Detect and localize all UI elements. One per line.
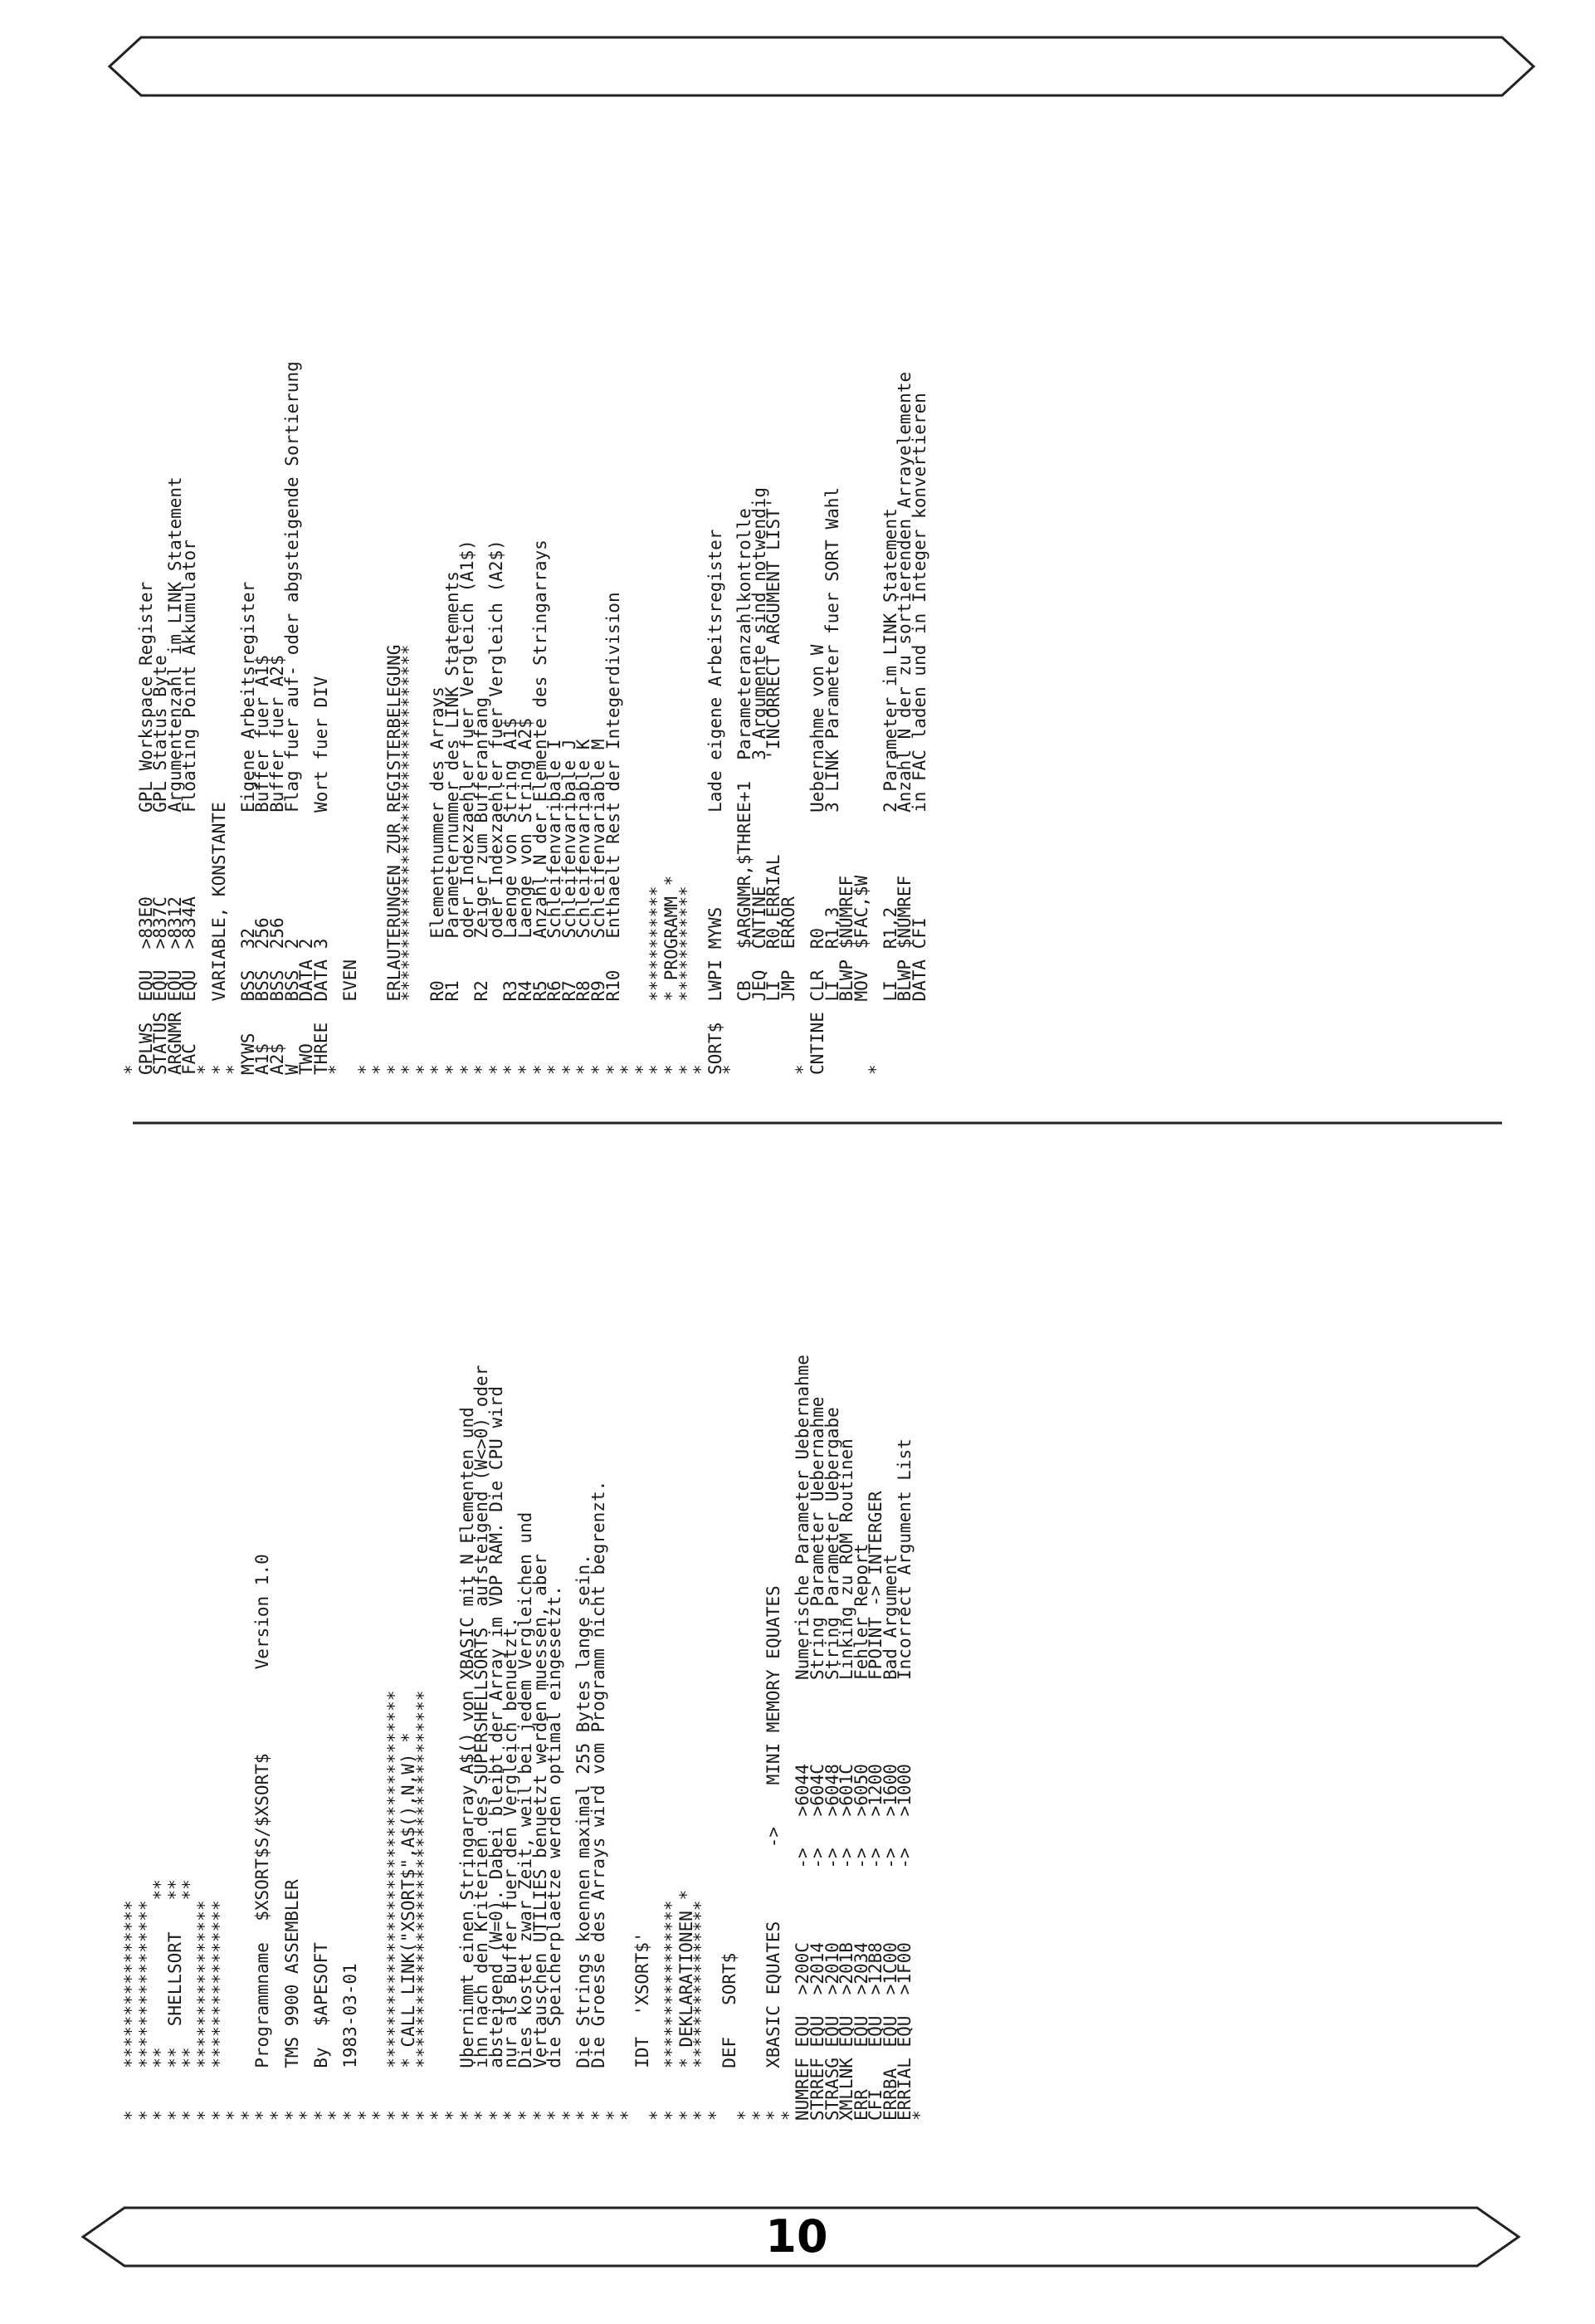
listing-line: LI R1,2 2 Parameter im LINK Statement [880, 508, 900, 1075]
listing-line: * [705, 2110, 725, 2121]
listing-line: * XBASIC EQUATES -> MINI MEMORY EQUATES [763, 1585, 784, 2121]
listing-line: ERRBA EQU >1C00 -> >1600 Bad Argument [880, 1554, 900, 2121]
listing-line: * * CALL LINK("XSORT$",A$(),N,W) * [398, 1732, 419, 2121]
listing-line: * [223, 2110, 244, 2121]
listing-line: * [910, 2110, 930, 2121]
listing-line: * R9 Schleifenvariable M [588, 739, 608, 1075]
listing-line: * 1983-03-01 [339, 1963, 360, 2121]
listing-line: FAC EQU >834A Floating Point Akkumulator [179, 540, 200, 1075]
listing-line: * R7 Schleifenvaribale J [558, 739, 579, 1075]
listing-line: * Die Groesse des Arrays wird vom Programm nicht begrenzt. [588, 1480, 608, 2121]
listing-line: * [632, 1064, 652, 1075]
listing-line: STRREF EQU >2014 -> >604C String Parameter Uebernahme [807, 1396, 827, 2121]
listing-line: * ** ** [150, 1879, 171, 2121]
listing-line: * [558, 2110, 579, 2121]
listing-line: * nur als Buffer fuer den Vergleich benuetzt. [500, 1617, 521, 2121]
listing-line: CNTINE CLR R0 Uebernahme von W [807, 644, 827, 1075]
listing-line: * [734, 2110, 754, 2121]
listing-line: A1$ BSS 256 Buffer fuer A1$ [252, 655, 273, 1075]
listing-line: * [121, 1064, 141, 1075]
listing-line: * absteigend (W=0). Dabei bleibt der Array im VDP RAM. Die CPU wird [485, 1385, 506, 2121]
listing-line: JMP ERROR [778, 896, 798, 1075]
listing-line: * [778, 2110, 798, 2121]
listing-line: * R10 Enthaelt Rest der Integerdivision [602, 592, 623, 1075]
listing-line: * die Speicherplaetze werden optimal eingesetzt. [544, 1585, 565, 2121]
listing-line: * [296, 2110, 317, 2121]
listing-line: BLWP $NUMREF Anzahl N der zu sortierenden Arrayelemente [895, 371, 915, 1075]
listing-line: * **************** [121, 1900, 141, 2121]
listing-line: * ************************************ [383, 1690, 404, 2121]
listing-line: THREE DATA 3 Wort fuer DIV [310, 676, 331, 1075]
listing-line: * [793, 1064, 813, 1075]
listing-line: SORT$ LWPI MYWS Lade eigene Arbeitsregister [705, 529, 725, 1075]
listing-line: CFI EQU >12B8 -> >1200 FPOINT -> INTERGER [866, 1491, 886, 2121]
listing-line: * [442, 2110, 463, 2121]
listing-line: * R6 Schleifenvaribale I [544, 739, 565, 1075]
listing-line: * [237, 2110, 258, 2121]
listing-column-right [121, 187, 1369, 1075]
listing-line: * Vertauschen UTILIES benuetzt werden muessen, aber [529, 1554, 550, 2121]
listing-line: * [325, 2110, 346, 2121]
listing-line: ARGNMR EQU >8312 Argumentenzahl im LINK Statement [164, 476, 185, 1075]
listing-line: * oder Indexzaehler fuer Vergleich (A1$) [456, 540, 477, 1075]
listing-line: * *********** [646, 886, 667, 1075]
listing-line: NUMREF EQU >200C -> >6044 Numerische Parameter Uebernahme [793, 1355, 813, 2121]
listing-line: * ********************************** [398, 644, 419, 1075]
listing-line: * ** ** [179, 1879, 200, 2121]
listing-line: * [617, 2110, 638, 2121]
listing-line: * Programmname $XSORT$S/$XSORT$ Version 1.0 [252, 1554, 273, 2121]
listing-line: * **************** [208, 1900, 229, 2121]
listing-line: * **************** [193, 1900, 214, 2121]
listing-line: IDT 'XSORT$' [632, 1931, 652, 2121]
listing-line: * **************** [661, 1900, 681, 2121]
listing-line: TWO DATA 2 [296, 938, 317, 1075]
listing-line: * R8 Schleifenvariable K [573, 739, 594, 1075]
listing-line: * Dies kostet zwar Zeit, weil bei jedem Vergleichen und [515, 1511, 536, 2121]
listing-line: CB $ARGNMR,$THREE+1 Parameteranzahlkontrolle [734, 508, 754, 1075]
listing-line: * [646, 2110, 667, 2121]
listing-line: * R1 Parameternummer des LINK Statements [442, 571, 463, 1075]
listing-line: * **************** [690, 1900, 711, 2121]
listing-line: ERRIAL EQU >1F00 -> >1000 Incorrect Argument List [895, 1438, 915, 2121]
listing-line: * ihn nach den Kriterien des SUPERSHELLSORTS aufsteigend (W<>0) oder [471, 1365, 492, 2121]
listing-line: * [602, 2110, 623, 2121]
listing-line: DATA CFI in FAC laden und in Integer konvertieren [910, 393, 930, 1075]
listing-line: JEQ CNTINE 3 Argumente sind notwendig [749, 486, 769, 1075]
listing-line: * * DEKLARATIONEN * [676, 1889, 696, 2121]
listing-line: * ** SHELLSORT ** [164, 1879, 185, 2121]
listing-line: MOV $FAC,$W [851, 875, 871, 1075]
listing-line: STRASG EQU >2010 -> >6048 String Parameter Uebergabe [822, 1407, 842, 2121]
listing-line: * R4 Laenge von String A2$ [515, 718, 536, 1075]
assembler-listing-right [121, 187, 930, 1075]
listing-line: * [369, 2110, 390, 2121]
listing-line: BLWP $NUMREF [837, 875, 857, 1075]
listing-line: * [617, 1064, 638, 1075]
listing-line: * oder Indexzaehler fuer Vergleich (A2$) [485, 540, 506, 1075]
listing-line: * [223, 1064, 244, 1075]
listing-line: * [369, 1064, 390, 1075]
listing-line: STATUS EQU >837C GPL Status Byte [150, 655, 171, 1075]
listing-line: * VARIABLE, KONSTANTE [208, 802, 229, 1075]
listing-line: * By $APESOFT [310, 1942, 331, 2121]
listing-line: * **************** [135, 1900, 156, 2121]
page-number: 10 [760, 2214, 832, 2259]
listing-line: * [749, 2110, 769, 2121]
listing-line: * [193, 1064, 214, 1075]
listing-line: * R3 Laenge von String A1$ [500, 718, 521, 1075]
listing-line: DEF SORT$ [719, 1952, 740, 2121]
listing-line: * * PROGRAMM * [661, 875, 681, 1075]
listing-line: * [354, 2110, 375, 2121]
listing-line: * [354, 1064, 375, 1075]
listing-line: * [719, 1064, 740, 1075]
listing-line: XMLLNK EQU >201B -> >601C Linking zu ROM Routinen [837, 1438, 857, 2121]
listing-line: LI R1,3 3 LINK Parameter fuer SORT Wahl [822, 486, 842, 1075]
listing-line: * R2 Zeiger zum Bufferanfang [471, 696, 492, 1075]
listing-line: * R0 Elementnummer des Arrays [427, 686, 448, 1075]
listing-line: * Die Strings koennen maximal 255 Bytes lange sein. [573, 1554, 594, 2121]
listing-line: * ERLAUTERUNGEN ZUR REGISTERBELEGUNG [383, 644, 404, 1075]
listing-line: * [866, 1064, 886, 1075]
listing-line: * [325, 1064, 346, 1075]
listing-line: * R5 Anzahl N der Elemente des Stringarrays [529, 540, 550, 1075]
listing-line: * [412, 1064, 433, 1075]
listing-line: W BSS 2 Flag fuer auf- oder abgsteigende Sortierung [281, 361, 302, 1075]
listing-line: * TMS 9900 ASSEMBLER [281, 1879, 302, 2121]
listing-line: A2$ BSS 256 Buffer fuer A2$ [266, 655, 287, 1075]
listing-line: * *********** [676, 886, 696, 1075]
listing-line: * Ubernimmt einen Stringarray A$() von XBASIC mit N Elementen und [456, 1407, 477, 2121]
listing-line: * [427, 2110, 448, 2121]
listing-line: * [266, 2110, 287, 2121]
listing-line: GPLWS EQU >83E0 GPL Workspace Register [135, 581, 156, 1075]
listing-line: ERR EQU >2034 -> >6050 Fehler Report [851, 1543, 871, 2121]
listing-line: * ************************************ [412, 1690, 433, 2121]
top-banner-outline [110, 37, 1534, 95]
listing-line: MYWS BSS 32 Eigene Arbeitsregister [237, 581, 258, 1075]
listing-line: LI R0,ERRIAL 'INCORRECT ARGUMENT LIST' [763, 497, 784, 1075]
listing-line: EVEN [339, 959, 360, 1075]
listing-line: * [690, 1064, 711, 1075]
